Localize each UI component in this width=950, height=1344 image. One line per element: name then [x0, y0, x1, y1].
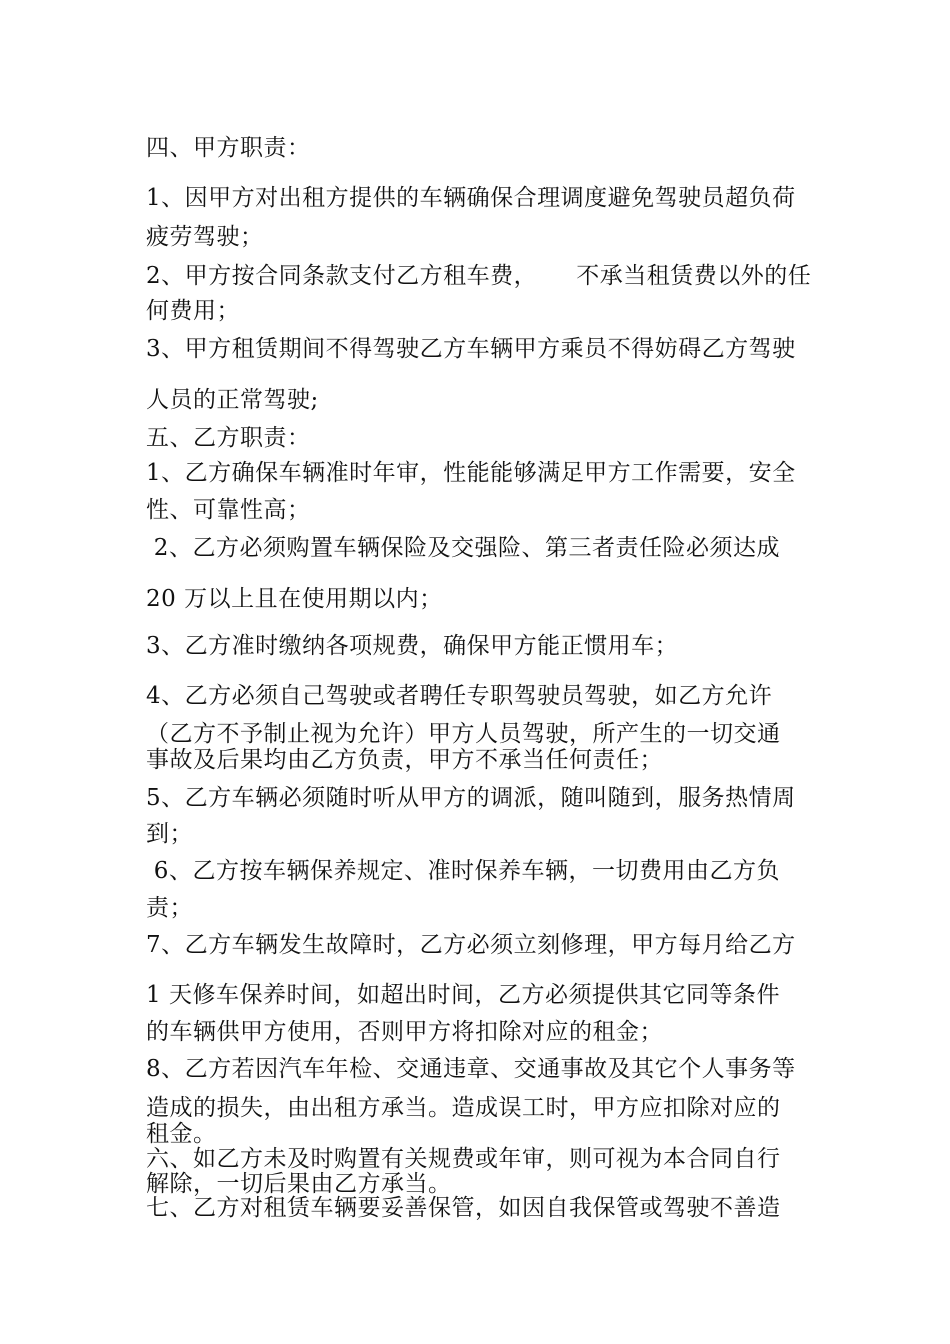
- clause-b1-line2: 性、可靠性高；: [146, 497, 311, 523]
- clause-a2-line2: 何费用；: [146, 298, 240, 324]
- clause-b2-line1: 2、乙方必须购置车辆保险及交强险、第三者责任险必须达成: [146, 535, 780, 561]
- clause-b6-line1: 6、乙方按车辆保养规定、准时保养车辆，一切费用由乙方负: [146, 858, 780, 884]
- clause-b3-line1: 3、乙方准时缴纳各项规费，确保甲方能正惯用车；: [146, 633, 679, 659]
- clause-a1-line2: 疲劳驾驶；: [146, 224, 264, 250]
- clause-b4-line3: 事故及后果均由乙方负责，甲方不承当任何责任；: [146, 747, 663, 773]
- clause-a3-line1: 3、甲方租赁期间不得驾驶乙方车辆甲方乘员不得妨碍乙方驾驶: [146, 336, 796, 362]
- clause-b8-line3: 租金。: [146, 1121, 217, 1147]
- clause-b2-line2: 20 万以上且在使用期以内；: [146, 586, 443, 612]
- clause-b5-line1: 5、乙方车辆必须随时听从甲方的调派，随叫随到，服务热情周: [146, 785, 796, 811]
- section-six-line1: 六、如乙方未及时购置有关规费或年审，则可视为本合同自行: [146, 1146, 781, 1172]
- clause-b7-line2: 1 天修车保养时间，如超出时间，乙方必须提供其它同等条件: [146, 982, 780, 1008]
- clause-b4-line1: 4、乙方必须自己驾驶或者聘任专职驾驶员驾驶，如乙方允许: [146, 683, 773, 709]
- clause-b1-line1: 1、乙方确保车辆准时年审，性能能够满足甲方工作需要，安全: [146, 460, 796, 486]
- clause-b6-line2: 责；: [146, 895, 193, 921]
- section-six-line2: 解除，一切后果由乙方承当。: [146, 1171, 452, 1197]
- clause-b5-line2: 到；: [146, 821, 193, 847]
- clause-b8-line2: 造成的损失，由出租方承当。造成误工时，甲方应扣除对应的: [146, 1095, 781, 1121]
- clause-b7-line3: 的车辆供甲方使用，否则甲方将扣除对应的租金；: [146, 1019, 663, 1045]
- clause-b4-line2: （乙方不予制止视为允许）甲方人员驾驶，所产生的一切交通: [146, 721, 781, 747]
- clause-a2-line1: 2、甲方按合同条款支付乙方租车费， 不承当租赁费以外的任: [146, 263, 812, 289]
- clause-b8-line1: 8、乙方若因汽车年检、交通违章、交通事故及其它个人事务等: [146, 1056, 796, 1082]
- section-heading-party-b-duties: 五、乙方职责：: [146, 425, 311, 451]
- section-heading-party-a-duties: 四、甲方职责：: [146, 135, 311, 161]
- clause-a1-line1: 1、因甲方对出租方提供的车辆确保合理调度避免驾驶员超负荷: [146, 185, 796, 211]
- clause-b7-line1: 7、乙方车辆发生故障时，乙方必须立刻修理，甲方每月给乙方: [146, 932, 796, 958]
- clause-a3-line2: 人员的正常驾驶;: [146, 387, 319, 413]
- section-seven-line1: 七、乙方对租赁车辆要妥善保管，如因自我保管或驾驶不善造: [146, 1195, 781, 1221]
